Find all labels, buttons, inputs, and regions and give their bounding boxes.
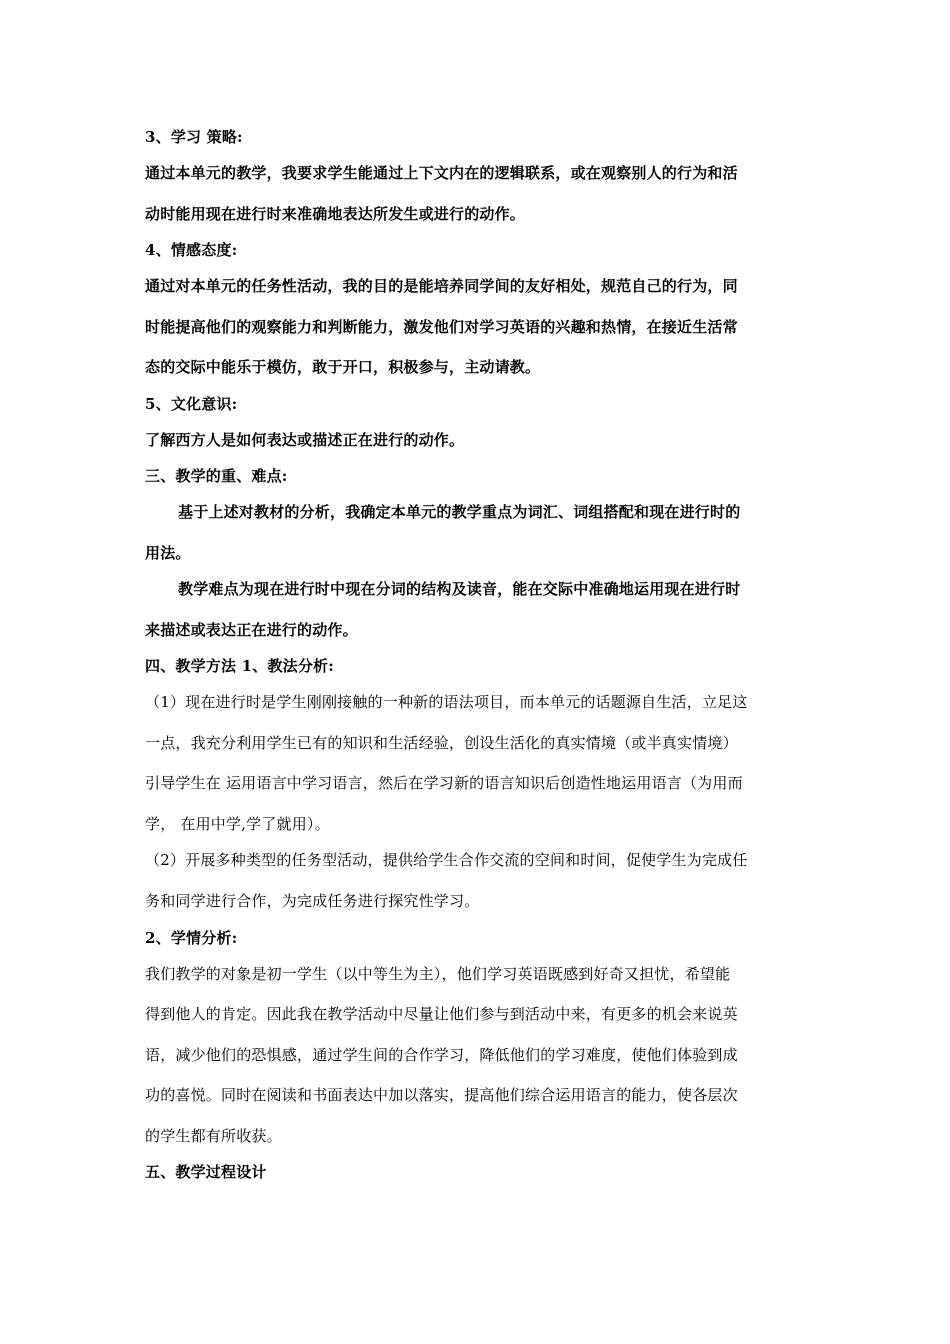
paragraph-line: （2）开展多种类型的任务型活动，提供给学生合作交流的空间和时间，促使学生为完成任 xyxy=(145,851,748,869)
paragraph-line: 基于上述对教材的分析，我确定本单元的教学重点为词汇、词组搭配和现在进行时的 xyxy=(178,503,741,521)
paragraph-line: 通过对本单元的任务性活动，我的目的是能培养同学间的友好相处，规范自己的行为，同 xyxy=(145,277,738,295)
paragraph-line: 时能提高他们的观察能力和判断能力，激发他们对学习英语的兴趣和热情，在接近生活常 xyxy=(145,318,738,336)
paragraph-line: （1）现在进行时是学生刚刚接触的一种新的语法项目，而本单元的话题源自生活，立足这 xyxy=(145,693,748,711)
paragraph-line: 得到他人的肯定。因此我在教学活动中尽量让他们参与到活动中来，有更多的机会来说英 xyxy=(145,1005,738,1023)
paragraph-line: 务和同学进行合作，为完成任务进行探究性学习。 xyxy=(145,892,480,910)
paragraph-line: 用法。 xyxy=(145,544,191,562)
paragraph-line: 通过本单元的教学，我要求学生能通过上下文内在的逻辑联系，或在观察别人的行为和活 xyxy=(145,164,738,182)
paragraph-line: 态的交际中能乐于模仿，敢于开口，积极参与，主动请教。 xyxy=(145,358,541,376)
paragraph-line: 的学生都有所收获。 xyxy=(145,1127,282,1145)
heading-teaching-process: 五、教学过程设计 xyxy=(145,1163,267,1181)
paragraph-line: 功的喜悦。同时在阅读和书面表达中加以落实，提高他们综合运用语言的能力，使各层次 xyxy=(145,1086,738,1104)
paragraph-line: 来描述或表达正在进行的动作。 xyxy=(145,621,358,639)
paragraph-line: 动时能用现在进行时来准确地表达所发生或进行的动作。 xyxy=(145,205,526,223)
section-title-culture: 5、文化意识: xyxy=(145,395,238,413)
section-title-attitude: 4、情感态度: xyxy=(145,241,238,259)
paragraph-line: 我们教学的对象是初一学生（以中等生为主），他们学习英语既感到好奇又担忧，希望能 xyxy=(145,965,731,983)
paragraph-line: 教学难点为现在进行时中现在分词的结构及读音，能在交际中准确地运用现在进行时 xyxy=(178,580,741,598)
paragraph-line: 一点，我充分利用学生已有的知识和生活经验，创设生活化的真实情境（或半真实情境） xyxy=(145,734,738,752)
paragraph-line: 了解西方人是如何表达或描述正在进行的动作。 xyxy=(145,431,465,449)
section-title-learning-strategy: 3、学习 策略: xyxy=(145,128,243,146)
paragraph-line: 学， 在用中学,学了就用）。 xyxy=(145,815,330,833)
paragraph-line: 语，减少他们的恐惧感，通过学生间的合作学习，降低他们的学习难度，使他们体验到成 xyxy=(145,1046,738,1064)
paragraph-line: 引导学生在 运用语言中学习语言，然后在学习新的语言知识后创造性地运用语言（为用而 xyxy=(145,774,743,792)
heading-key-difficult-points: 三、教学的重、难点: xyxy=(145,467,288,485)
section-title-learner-analysis: 2、学情分析: xyxy=(145,929,238,947)
heading-teaching-method: 四、教学方法 1、教法分析: xyxy=(145,657,334,675)
